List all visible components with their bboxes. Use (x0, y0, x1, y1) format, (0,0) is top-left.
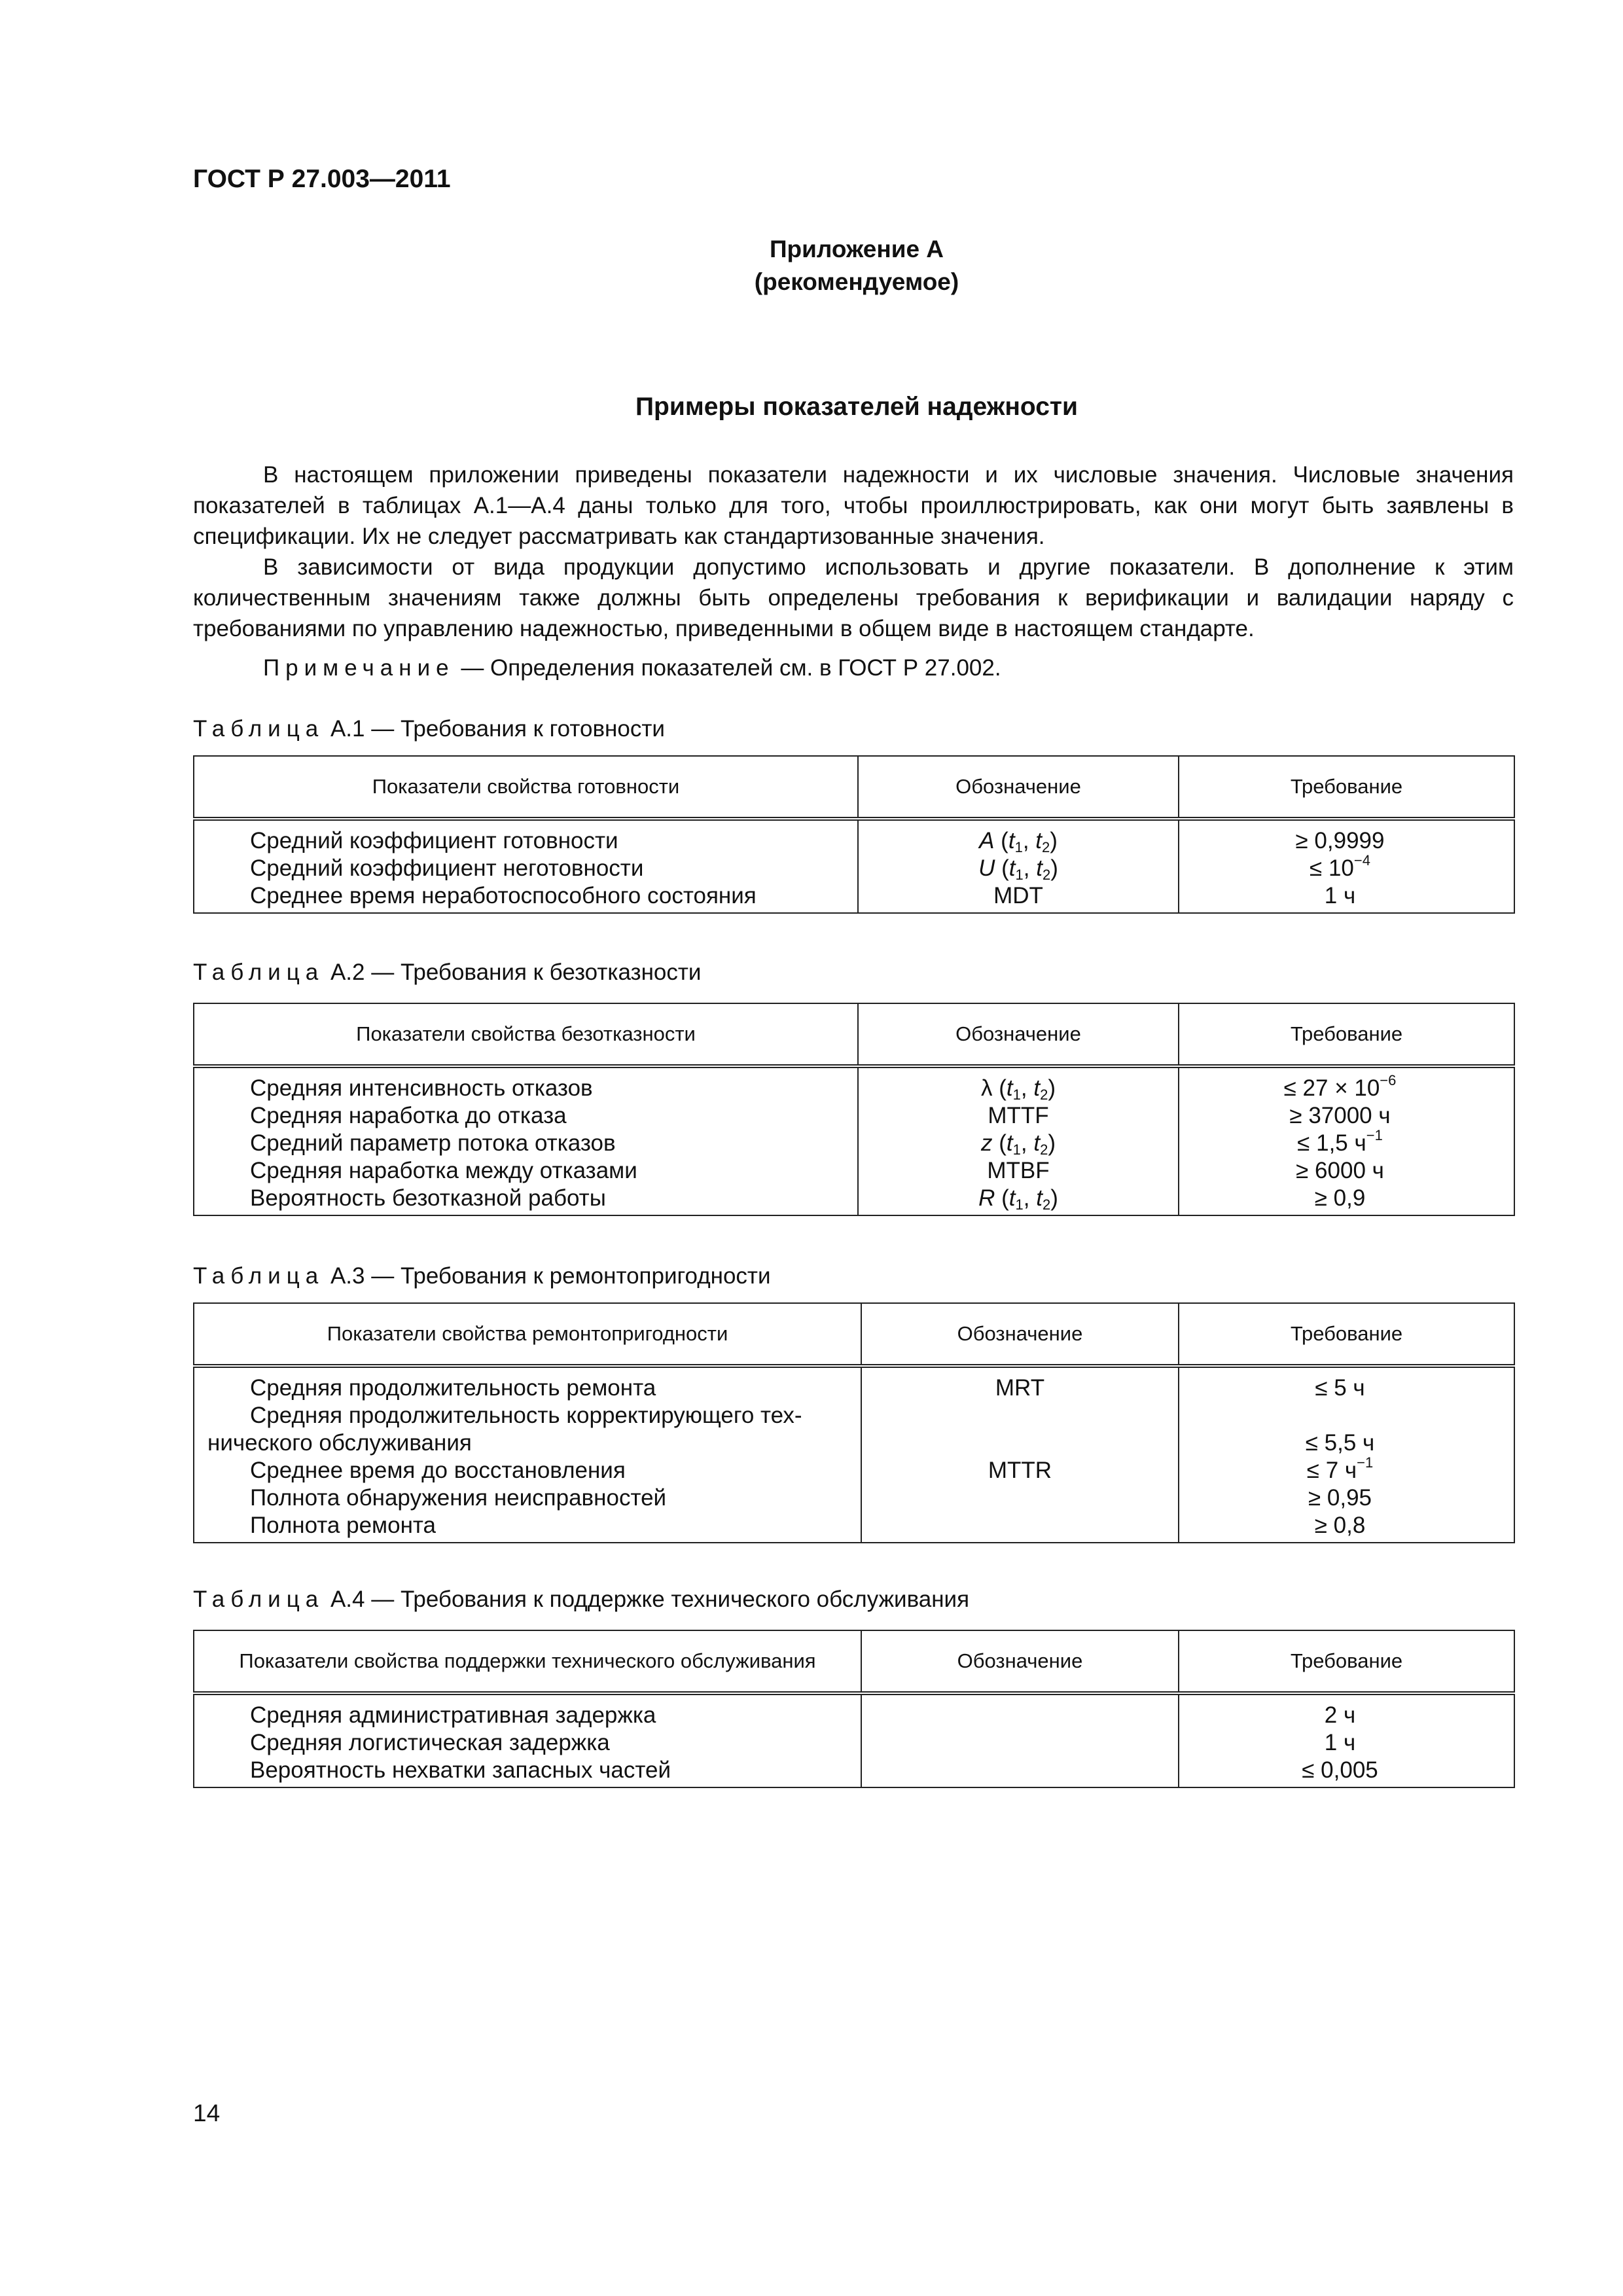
column-header: Обозначение (861, 1303, 1179, 1366)
parameter-cell: Вероятность безотказной работы (250, 1185, 606, 1211)
section-title: Примеры показателей надежности (635, 393, 1078, 421)
column-header: Обозначение (858, 1003, 1179, 1066)
table-a2 (193, 1003, 1515, 1216)
parameter-cell: Средний параметр потока отказов (250, 1130, 616, 1156)
parameter-cell: Средняя продолжительность корректирующего тех- (250, 1403, 802, 1428)
column-header: Обозначение (858, 756, 1179, 819)
requirement-cell: ≥ 6000 ч (1296, 1158, 1384, 1183)
intro-text (193, 459, 1514, 644)
requirement-column (1179, 1366, 1514, 1543)
symbol-cell: z ($t_1$, $t_2$) (981, 1130, 1056, 1158)
column-header: Требование (1179, 1630, 1514, 1693)
requirement-cell: ≥ 0,9999 (1295, 828, 1385, 853)
page-number: 14 (193, 2100, 221, 2126)
table-a3 (193, 1302, 1515, 1543)
symbol-column (861, 1366, 1179, 1543)
parameter-cell: Средняя логистическая задержка (250, 1730, 610, 1755)
requirement-cell: ≤ 0,005 (1302, 1757, 1378, 1783)
table-caption-text: А.4 — Требования к поддержке технического обслуживания (324, 1587, 970, 1612)
parameter-column (194, 1366, 861, 1543)
column-header: Требование (1179, 756, 1514, 819)
note (263, 655, 1001, 681)
parameter-cell: Полнота обнаружения неисправностей (250, 1485, 667, 1511)
parameter-cell: Вероятность нехватки запасных частей (250, 1757, 671, 1783)
parameter-cell: нического обслуживания (207, 1430, 472, 1456)
table-label: Таблица (193, 960, 325, 985)
requirement-cell: ≥ 0,95 (1308, 1485, 1372, 1511)
table-caption-a4 (193, 1587, 969, 1613)
requirement-cell: 2 ч (1324, 1702, 1356, 1728)
table-caption-text: А.1 — Требования к готовности (324, 716, 665, 742)
column-header: Показатели свойства безотказности (194, 1003, 858, 1066)
requirement-cell: ≥ 37000 ч (1289, 1103, 1391, 1128)
requirement-cell: ≥ 0,9 (1314, 1185, 1366, 1211)
parameter-cell: Среднее время неработоспособного состояния (250, 883, 757, 908)
appendix-heading (0, 233, 1623, 298)
table-caption-a2 (193, 960, 701, 986)
requirement-cell: ≤ $27 \times 10^{-6}$ (1283, 1072, 1397, 1101)
requirement-column (1179, 1066, 1514, 1215)
symbol-cell: MDT (993, 883, 1043, 908)
symbol-cell (862, 1512, 1178, 1539)
table-caption-a1 (193, 716, 665, 742)
appendix-status: (рекомендуемое) (754, 268, 959, 295)
parameter-cell: Среднее время до восстановления (250, 1458, 626, 1483)
symbol-cell: A ($t_1$, $t_2$) (979, 828, 1058, 855)
column-header: Требование (1179, 1303, 1514, 1366)
symbol-cell (862, 1702, 1178, 1729)
symbol-cell (862, 1729, 1178, 1757)
appendix-title: Приложение А (769, 236, 944, 262)
parameter-cell: Средняя наработка между отказами (250, 1158, 637, 1183)
symbol-cell: MTBF (987, 1158, 1050, 1183)
requirement-cell: ≥ 0,8 (1314, 1513, 1366, 1538)
table-label: Таблица (193, 716, 325, 742)
requirement-cell: ≤ 5 ч (1315, 1375, 1365, 1401)
document-header: ГОСТ Р 27.003—2011 (193, 165, 451, 193)
symbol-cell: MRT (995, 1375, 1045, 1401)
requirement-cell: ≤ $10^{-4}$ (1310, 852, 1370, 881)
symbol-cell (862, 1757, 1178, 1784)
parameter-cell: Средний коэффициент неготовности (250, 855, 644, 881)
table-caption-text: А.3 — Требования к ремонтопригодности (324, 1263, 771, 1289)
requirement-cell: ≤ 7 $ч^{-1}$ (1306, 1454, 1374, 1483)
note-text: — Определения показателей см. в ГОСТ Р 27.002. (454, 655, 1001, 681)
symbol-cell: λ ($t_1$, $t_2$) (981, 1075, 1056, 1103)
parameter-cell: Средняя наработка до отказа (250, 1103, 567, 1128)
requirement-cell: ≤ 1,5 $ч^{-1}$ (1297, 1127, 1383, 1156)
parameter-cell: Средняя продолжительность ремонта (250, 1375, 656, 1401)
parameter-cell: Средняя административная задержка (250, 1702, 656, 1728)
column-header: Показатели свойства готовности (194, 756, 858, 819)
symbol-cell: MTTF (988, 1103, 1049, 1128)
paragraph: В настоящем приложении приведены показатели надежности и их числовые значения. Числовые значения показателей в таблицах А.1—А.4 даны только для того, чтобы проиллюстрировать, как они могут быть заявлены в спецификации. Их не следует рассматривать как стандартизованные значения. (193, 462, 1514, 549)
table-a4 (193, 1630, 1515, 1788)
requirement-cell: ≤ 5,5 ч (1305, 1430, 1375, 1456)
table-label: Таблица (193, 1587, 325, 1612)
symbol-column (858, 1066, 1179, 1215)
requirement-cell (1179, 1402, 1514, 1429)
parameter-column (194, 1066, 858, 1215)
table-caption-a3 (193, 1263, 771, 1289)
column-header: Требование (1179, 1003, 1514, 1066)
symbol-cell: MTTR (988, 1458, 1052, 1483)
symbol-column (858, 819, 1179, 913)
parameter-cell: Полнота ремонта (250, 1513, 437, 1538)
symbol-cell (862, 1402, 1178, 1429)
note-label: Примечание (263, 655, 455, 681)
parameter-cell: Средняя интенсивность отказов (250, 1075, 593, 1101)
requirement-column (1179, 819, 1514, 913)
symbol-cell: R ($t_1$, $t_2$) (978, 1185, 1058, 1213)
parameter-column (194, 819, 858, 913)
symbol-cell (862, 1429, 1178, 1457)
parameter-cell: Средний коэффициент готовности (250, 828, 618, 853)
symbol-cell (862, 1484, 1178, 1512)
paragraph: В зависимости от вида продукции допустимо использовать и другие показатели. В дополнение к этим количественным значениям также должны быть определены требования к верификации и валидации наряду с требованиями по управлению надежностью, приведенными в общем виде в настоящем стандарте. (193, 554, 1514, 641)
requirement-cell: 1 ч (1324, 1730, 1356, 1755)
table-label: Таблица (193, 1263, 325, 1289)
requirement-cell: 1 ч (1324, 883, 1356, 908)
column-header: Обозначение (861, 1630, 1179, 1693)
requirement-column (1179, 1693, 1514, 1787)
symbol-cell: U ($t_1$, $t_2$) (978, 855, 1058, 883)
table-a1 (193, 755, 1515, 914)
symbol-column (861, 1693, 1179, 1787)
column-header: Показатели свойства поддержки технического обслуживания (194, 1630, 861, 1693)
table-caption-text: А.2 — Требования к безотказности (324, 960, 702, 985)
column-header: Показатели свойства ремонтопригодности (194, 1303, 861, 1366)
parameter-column (194, 1693, 861, 1787)
